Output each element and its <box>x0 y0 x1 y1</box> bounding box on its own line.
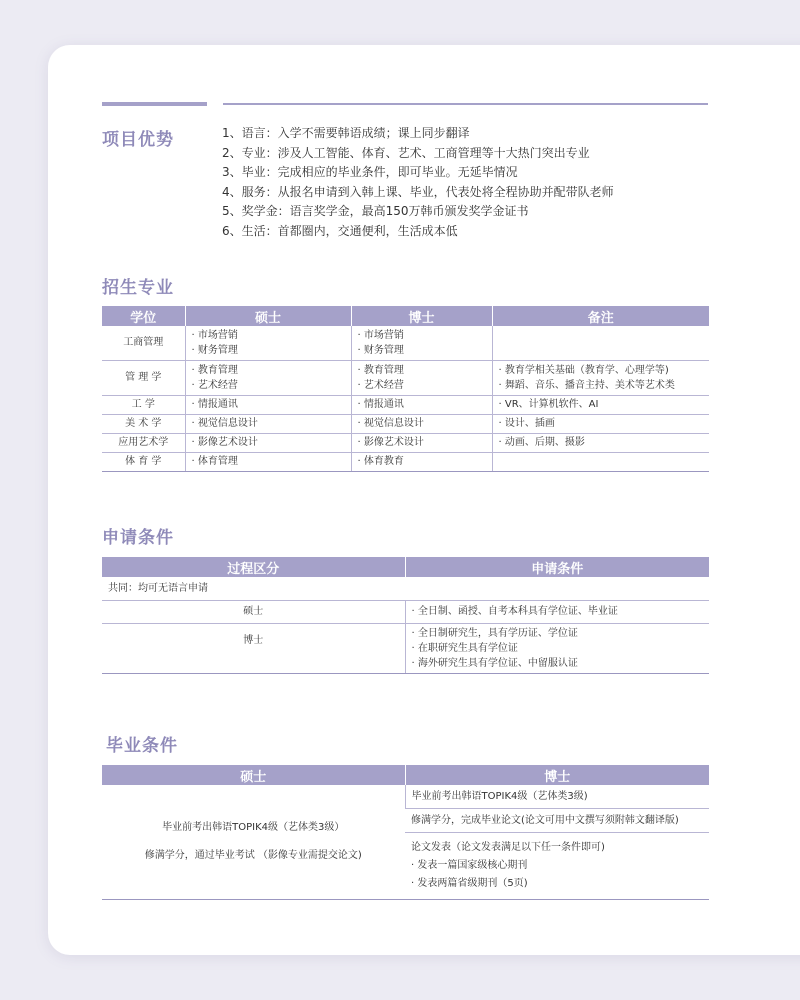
doctor-graduation-line3 <box>405 833 709 900</box>
note-cell <box>492 361 709 396</box>
advantages-list <box>222 124 614 242</box>
major-item: · 体育教育 <box>358 456 404 467</box>
major-item: · 影像艺术设计 <box>358 437 424 448</box>
table-row <box>102 326 709 361</box>
graduation-item: · 发表一篇国家级核心期刊 <box>411 857 703 875</box>
doctor-cell <box>351 361 492 396</box>
doctor-cell <box>351 415 492 434</box>
major-item: · 影像艺术设计 <box>192 437 258 448</box>
majors-title: 招生专业 <box>102 278 174 298</box>
advantage-item: 6、生活：首都圈内，交通便利，生活成本低 <box>222 223 458 238</box>
note-cell <box>492 326 709 361</box>
master-cell <box>185 396 351 415</box>
degree-cell: 应用艺术学 <box>102 434 185 453</box>
major-item: · 教育管理 <box>192 363 345 378</box>
graduation-table <box>102 765 709 900</box>
advantage-item: 3、毕业：完成相应的毕业条件，即可毕业。无延毕情况 <box>222 165 518 180</box>
degree-cell: 体 育 学 <box>102 453 185 472</box>
graduation-title: 毕业条件 <box>106 736 178 756</box>
major-item: · 视觉信息设计 <box>192 418 258 429</box>
major-item: · 财务管理 <box>192 343 345 358</box>
note-cell <box>492 453 709 472</box>
major-item: · 教育管理 <box>358 363 486 378</box>
header-doctor: 博士 <box>351 306 492 326</box>
accent-bar <box>102 102 207 106</box>
degree-cell: 管 理 学 <box>102 361 185 396</box>
note-item: · 设计、插画 <box>499 418 555 429</box>
note-item: · 动画、后期、摄影 <box>499 437 585 448</box>
note-cell <box>492 396 709 415</box>
majors-table <box>102 306 709 472</box>
master-cell <box>185 453 351 472</box>
table-row <box>102 434 709 453</box>
advantage-item: 2、专业：涉及人工智能、体育、艺术、工商管理等十大热门突出专业 <box>222 145 590 160</box>
major-item: · 情报通讯 <box>358 399 404 410</box>
major-item: · 体育管理 <box>192 456 238 467</box>
table-row <box>102 361 709 396</box>
header-doctor: 博士 <box>405 765 709 785</box>
note-cell <box>492 415 709 434</box>
header-master: 硕士 <box>185 306 351 326</box>
condition-item: · 全日制研究生，具有学历证、学位证 <box>412 626 704 641</box>
advantage-item: 1、语言：入学不需要韩语成绩；课上同步翻译 <box>222 126 470 140</box>
header-note: 备注 <box>492 306 709 326</box>
apply-table <box>102 557 709 674</box>
apply-title: 申请条件 <box>102 528 174 548</box>
graduation-line: 修满学分，通过毕业考试 （影像专业需提交论文) <box>144 850 362 861</box>
common-cell: 共同：均可无语言申请 <box>102 577 709 601</box>
condition-item: · 海外研究生具有学位证、中留服认证 <box>412 656 704 671</box>
header-master: 硕士 <box>102 765 405 785</box>
table-row <box>102 785 709 809</box>
note-cell <box>492 434 709 453</box>
graduation-item: · 发表两篇省级期刊（5页) <box>411 875 703 893</box>
table-row <box>102 415 709 434</box>
master-cell <box>185 361 351 396</box>
major-item: · 艺术经营 <box>358 378 486 393</box>
major-item: · 视觉信息设计 <box>358 418 424 429</box>
accent-line <box>223 103 708 105</box>
advantage-item: 5、奖学金：语言奖学金，最高150万韩币颁发奖学金证书 <box>222 204 529 219</box>
table-row <box>102 396 709 415</box>
doctor-conditions-cell <box>405 624 709 674</box>
major-item: · 市场营销 <box>358 328 486 343</box>
note-item: · 舞蹈、音乐、播音主持、美术等艺术类 <box>499 378 704 393</box>
master-conditions-cell <box>405 601 709 624</box>
condition-item: · 全日制、函授、自考本科具有学位证、毕业证 <box>412 606 618 617</box>
graduation-line: 论文发表（论文发表满足以下任一条件即可) <box>411 842 605 853</box>
doctor-cell <box>351 434 492 453</box>
doctor-label-cell: 博士 <box>102 624 405 674</box>
degree-cell: 工商管理 <box>102 326 185 361</box>
doctor-graduation-line2: 修满学分，完成毕业论文(论文可用中文撰写须附韩文翻译版) <box>405 809 709 833</box>
major-item: · 市场营销 <box>192 328 345 343</box>
table-row <box>102 453 709 472</box>
master-graduation-cell <box>102 785 405 900</box>
doctor-graduation-line1: 毕业前考出韩语TOPIK4级（艺体类3级) <box>405 785 709 809</box>
major-item: · 情报通讯 <box>192 399 238 410</box>
major-item: · 艺术经营 <box>192 378 345 393</box>
table-row <box>102 577 709 601</box>
doctor-cell <box>351 326 492 361</box>
header-process: 过程区分 <box>102 557 405 577</box>
master-cell <box>185 434 351 453</box>
table-row <box>102 624 709 674</box>
advantage-item: 4、服务：从报名申请到入韩上课、毕业，代表处将全程协助并配带队老师 <box>222 184 614 199</box>
header-conditions: 申请条件 <box>405 557 709 577</box>
master-cell <box>185 415 351 434</box>
major-item: · 财务管理 <box>358 343 486 358</box>
doctor-cell <box>351 453 492 472</box>
degree-cell: 工 学 <box>102 396 185 415</box>
condition-item: · 在职研究生具有学位证 <box>412 641 704 656</box>
master-label-cell: 硕士 <box>102 601 405 624</box>
doctor-cell <box>351 396 492 415</box>
note-item: · VR、计算机软件、AI <box>499 399 599 410</box>
advantages-title: 项目优势 <box>102 130 174 150</box>
table-row <box>102 601 709 624</box>
header-degree: 学位 <box>102 306 185 326</box>
degree-cell: 美 术 学 <box>102 415 185 434</box>
master-cell <box>185 326 351 361</box>
note-item: · 教育学相关基础（教育学、心理学等) <box>499 363 704 378</box>
graduation-line: 毕业前考出韩语TOPIK4级（艺体类3级） <box>162 822 345 833</box>
